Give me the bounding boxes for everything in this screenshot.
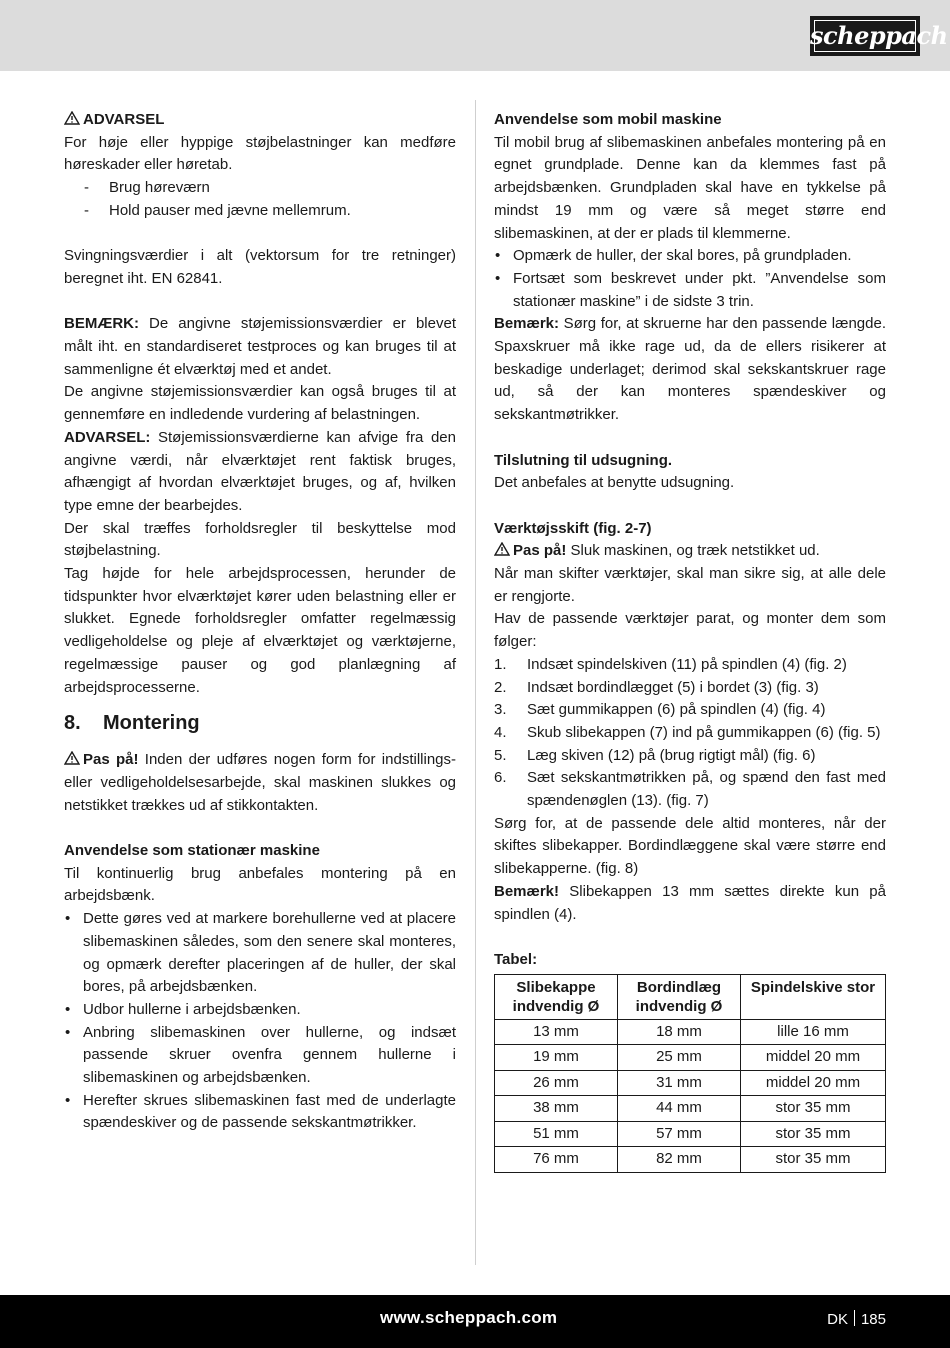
table-cell: middel 20 mm [741,1045,886,1071]
table-cell: stor 35 mm [741,1121,886,1147]
extraction-text: Det anbefales at benytte udsugning. [494,474,735,492]
note-paragraph-2: De angivne støjemissionsværdier kan også bruges til at gennemføre en indledende vurdering af belastningen. [64,383,456,424]
website-link[interactable]: www.scheppach.com [380,1308,558,1327]
column-header: Slibekappe indvendig Ø [495,974,618,1019]
toolchange-caution-label: Pas på! [513,542,567,560]
column-divider [475,100,476,1265]
note-paragraph [64,313,456,381]
sleeve-note-label: Bemærk! [494,882,560,900]
section-heading [64,709,456,737]
sleeve-note [494,881,886,926]
caution-paragraph [64,749,456,817]
sizes-table [494,974,886,1173]
section-number: 8. [64,712,81,735]
mobile-list [494,245,886,313]
toolchange-caution-text: Sluk maskinen, og træk netstikket ud. [566,542,820,560]
table-cell: 82 mm [618,1147,741,1173]
page-num: 185 [860,1311,886,1328]
table-cell: 26 mm [495,1070,618,1096]
table-row [495,1121,886,1147]
table-cell: lille 16 mm [741,1019,886,1045]
column-header: Bordindlæg indvendig Ø [618,974,741,1019]
list-item: 5. Læg skiven (12) på (brug rigtigt mål) (fig. 6) [494,746,816,764]
table-cell: 76 mm [495,1147,618,1173]
list-item: 6. Sæt sekskantmøtrikken på, og spænd den fast med spændenøglen (13). (fig. 7) [494,769,886,810]
section-title: Montering [103,712,200,735]
table-row [495,1147,886,1173]
caution-text: Inden der udføres nogen form for indstillings- eller vedligeholdelsesarbejde, skal maskinen slukkes og netstikket trækkes ud af stikkontakten. [64,751,456,814]
left-column [64,109,456,1135]
toolchange-caution [494,540,886,563]
page-footer [0,1295,950,1348]
warning-list [64,177,456,222]
warning2-text: Støjemissionsværdierne kan afvige fra den angivne værdi, når elværktøjet rent faktisk bruges, afhængigt af hvordan elværktøjet bruges, og af, hvilken type emne der bearbejdes. [64,428,456,514]
mobile-note [494,313,886,427]
stationary-heading: Anvendelse som stationær maskine [64,842,320,860]
sleeve-note-text: Slibekappen 13 mm sættes direkte kun på spindlen (4). [494,882,886,923]
mobile-text: Til mobil brug af slibemaskinen anbefales montering på en egnet grundplade. Denne kan da klemmes fast på arbejdsbænken. Grundpladen skal have en tykkelse på mindst 19 mm og være så meget større end slibemaskinen, at der er plads til klemmerne. [494,133,886,242]
warning2-paragraph [64,427,456,518]
list-item: • Anbring slibemaskinen over hullerne, og indsæt passende skruer ovenfra gennem hullerne i slibemaskinen og arbejdsbænken. [64,1022,456,1090]
table-cell: 13 mm [495,1019,618,1045]
warning-triangle-icon [64,751,80,765]
toolchange-heading: Værktøjsskift (fig. 2-7) [494,519,652,537]
toolchange-text-1: Når man skifter værktøjer, skal man sikre sig, at alle dele er rengjorte. [494,565,886,605]
list-item: - Brug høreværn [64,177,456,200]
warning-title: ADVARSEL [83,111,165,128]
mobile-note-label: Bemærk: [494,315,560,333]
table-label: Tabel: [494,950,538,968]
scheppach-logo: scheppach [810,16,920,56]
mobile-heading: Anvendelse som mobil maskine [494,111,722,128]
list-item: 3. Sæt gummikappen (6) på spindlen (4) (fig. 4) [494,701,826,719]
warning2-label: ADVARSEL: [64,428,151,446]
stationary-text: Til kontinuerlig brug anbefales montering på en arbejdsbænk. [64,864,456,905]
process-text: Tag højde for hele arbejdsprocessen, herunder de tidspunkter hvor elværktøjet kører uden belastning eller er slukket. Egnede forholdsregler omfatter regelmæssig vedligeholdelse og pleje af elværktøjet og værktøjerne, regelmæssige pauser og god planlægning af arbejdsprocesserne. [64,565,456,696]
table-cell: 38 mm [495,1096,618,1122]
table-cell: 57 mm [618,1121,741,1147]
table-cell: stor 35 mm [741,1147,886,1173]
steps-list [494,654,886,813]
separator [854,1310,855,1326]
table-header-row [495,974,886,1019]
list-item: 1. Indsæt spindelskiven (11) på spindlen (4) (fig. 2) [494,655,847,673]
list-item: - Hold pauser med jævne mellemrum. [64,200,456,223]
language-code: DK [827,1311,848,1328]
note-label: BEMÆRK: [64,315,139,333]
warning-triangle-icon [494,542,510,556]
table-row [495,1019,886,1045]
list-item: • Fortsæt som beskrevet under pkt. ”Anvendelse som stationær maskine” i de sidste 3 trin. [494,268,886,313]
list-item: • Dette gøres ved at markere borehullerne ved at placere slibemaskinen således, som den senere skal monteres, og opmærk derefter placeringen af de huller, der skal bores, på arbejdsbænken. [64,908,456,999]
warning-heading [64,109,456,132]
table-cell: 18 mm [618,1019,741,1045]
toolchange-text-2: Hav de passende værktøjer parat, og monter dem som følger: [494,610,886,651]
vibration-text: Svingningsværdier i alt (vektorsum for tre retninger) beregnet iht. EN 62841. [64,247,456,287]
caution-label: Pas på! [83,751,139,769]
mobile-note-text: Sørg for, at skruerne har den passende længde. Spaxskruer må ikke rage ud, da de ellers risikerer at beskadige underlaget; derimod skal sekskantskruer rage ud, så der kan monteres spændeskiver og sekskantmøtrikker. [494,315,886,424]
table-cell: 25 mm [618,1045,741,1071]
table-cell: 19 mm [495,1045,618,1071]
note-text: De angivne støjemissionsværdier er blevet målt iht. en standardiseret testproces og kan bruges til at sammenligne ét elværktøj med et andet. [64,315,456,378]
list-item: • Udbor hullerne i arbejdsbænken. [64,999,456,1022]
warning-text: For høje eller hyppige støjbelastninger kan medføre høreskader eller høretab. [64,133,456,174]
table-row [495,1045,886,1071]
precaution-text: Der skal træffes forholdsregler til beskyttelse mod støjbelastning. [64,519,456,560]
table-cell: 44 mm [618,1096,741,1122]
list-item: • Herefter skrues slibemaskinen fast med de underlagte spændeskiver og de passende sekskantmøtrikker. [64,1090,456,1135]
after-steps-text: Sørg for, at de passende dele altid monteres, når der skiftes slibekapper. Bordindlæggene skal være større end slibekapperne. (fig. 8) [494,814,886,878]
stationary-list [64,908,456,1135]
table-cell: 31 mm [618,1070,741,1096]
extraction-heading: Tilslutning til udsugning. [494,451,673,469]
table-row [495,1096,886,1122]
table-cell: stor 35 mm [741,1096,886,1122]
page-header [0,0,950,71]
list-item: 2. Indsæt bordindlægget (5) i bordet (3) (fig. 3) [494,678,819,696]
warning-triangle-icon [64,111,80,125]
list-item: • Opmærk de huller, der skal bores, på grundpladen. [494,245,886,268]
table-cell: 51 mm [495,1121,618,1147]
right-column [494,109,886,1173]
table-cell: middel 20 mm [741,1070,886,1096]
page-number [827,1310,886,1328]
list-item: 4. Skub slibekappen (7) ind på gummikappen (6) (fig. 5) [494,723,881,741]
table-row [495,1070,886,1096]
column-header: Spindelskive stor [741,974,886,1019]
